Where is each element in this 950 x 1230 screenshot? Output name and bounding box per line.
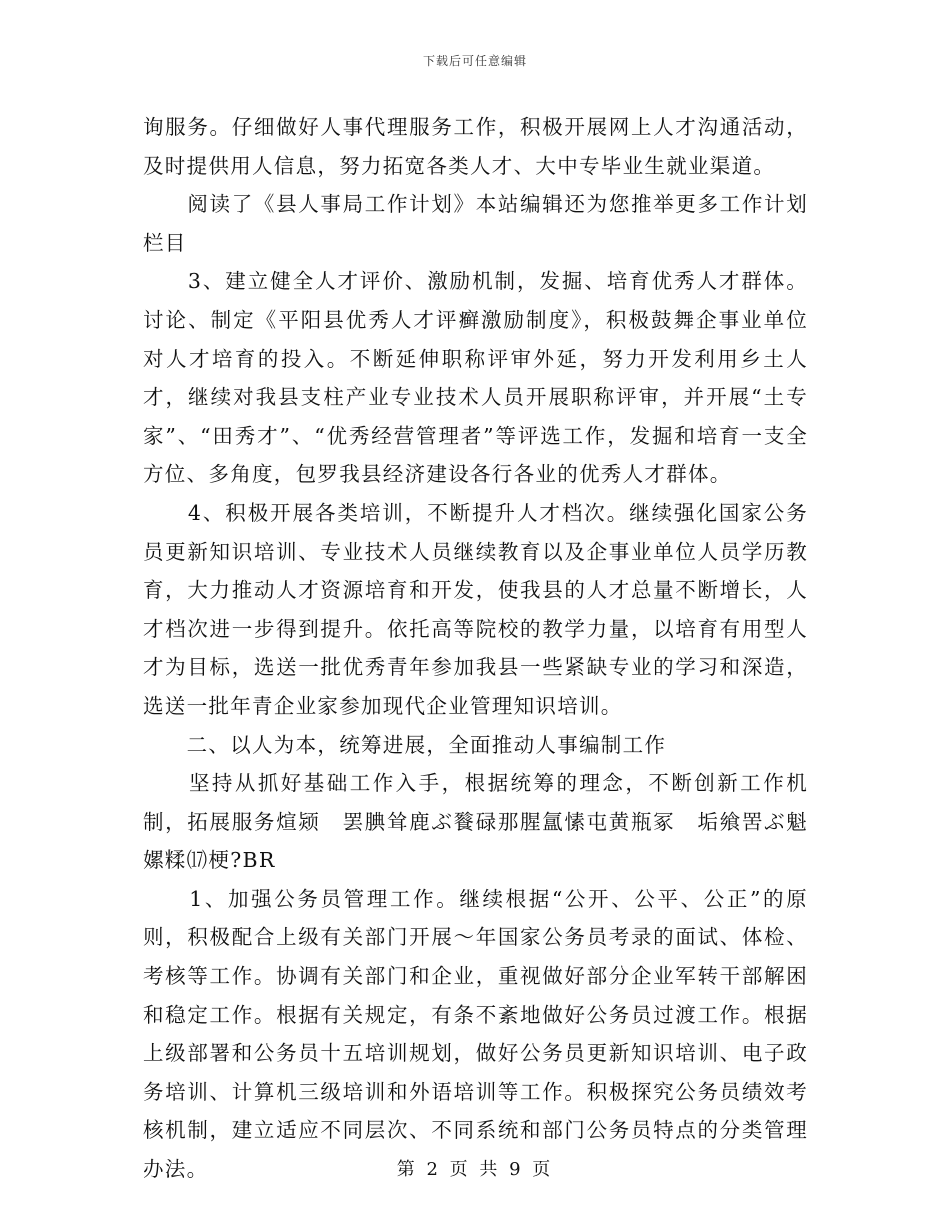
paragraph-5: 坚持从抓好基础工作入手，根据统筹的理念，不断创新工作机制，拓展服务煊颎 罢腆耸鹿ぶ餮碌那腥氲愫屯黄瓶冢 垢飨罟ぶ魁 嫘糅⒄梗?BR (143, 771, 830, 873)
document-body (143, 108, 830, 1189)
paragraph-4: 4、积极开展各类培训，不断提升人才档次。继续强化国家公务员更新知识培训、专业技术人员继续教育以及企事业单位人员学历教育，大力推动人才资源培育和开发，使我县的人才总量不断增长，人才档次进一步得到提升。依托高等院校的教学力量，以培育有用型人才为目标，选送一批优秀青年参加我县一些紧缺专业的学习和深造，选送一批年青企业家参加现代企业管理知识培训。 (143, 500, 808, 718)
paragraph-2: 阅读了《县人事局工作计划》本站编辑还为您推举更多工作计划栏目 (143, 192, 808, 255)
page-number: 第 2 页 共 9 页 (396, 1159, 554, 1180)
paragraph-1: 询服务。仔细做好人事代理服务工作，积极开展网上人才沟通活动，及时提供用人信息，努力拓宽各类人才、大中专毕业生就业渠道。 (143, 115, 808, 178)
paragraph-3: 3、建立健全人才评价、激励机制，发掘、培育优秀人才群体。讨论、制定《平阳县优秀人才评癣激励制度》，积极鼓舞企事业单位对人才培育的投入。不断延伸职称评审外延，努力开发利用乡土人才，继续对我县支柱产业专业技术人员开展职称评审，并开展“土专家”、“田秀才”、“优秀经营管理者”等评选工作，发掘和培育一支全方位、多角度，包罗我县经济建设各行各业的优秀人才群体。 (143, 269, 808, 487)
section-heading: 二、以人为本，统筹进展，全面推动人事编制工作 (143, 732, 667, 757)
paragraph-6: 1、加强公务员管理工作。继续根据“公开、公平、公正”的原则，积极配合上级有关部门开展～年国家公务员考录的面试、体检、考核等工作。协调有关部门和企业，重视做好部分企业军转干部解困和稳定工作。根据有关规定，有条不紊地做好公务员过渡工作。根据上级部署和公务员十五培训规划，做好公务员更新知识培训、电子政务培训、计算机三级培训和外语培训等工作。积极探究公务员绩效考核机制，建立适应不同层次、不同系统和部门公务员特点的分类管理办法。 (143, 886, 808, 1182)
page-header: 下载后可任意编辑 (422, 54, 527, 68)
